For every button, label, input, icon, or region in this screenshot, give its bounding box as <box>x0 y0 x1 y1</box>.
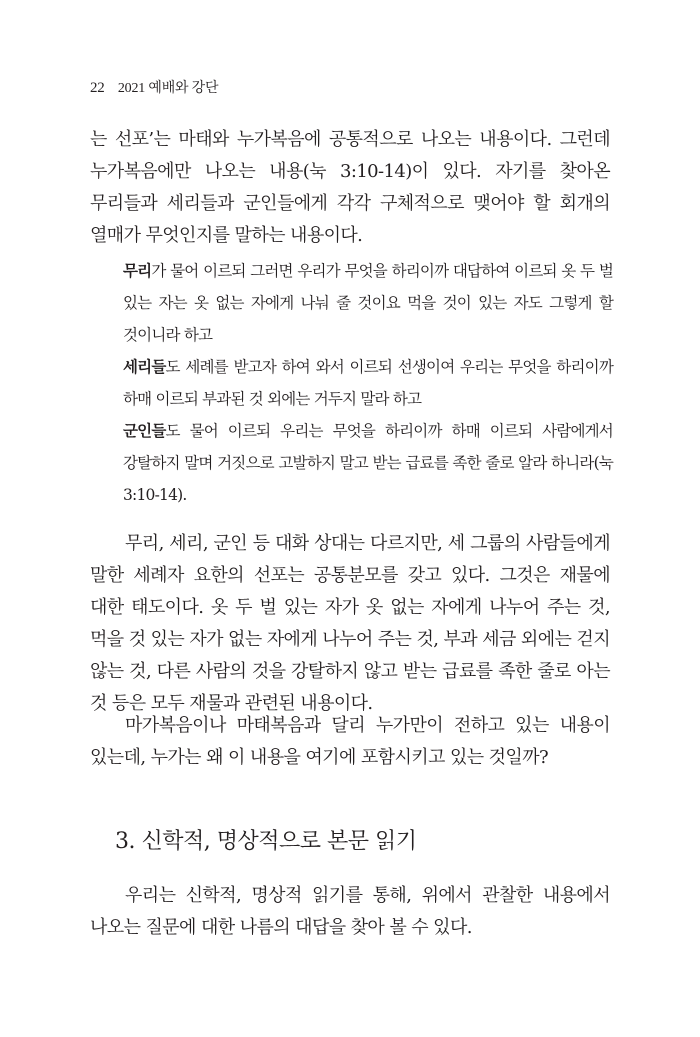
paragraph-4: 우리는 신학적, 명상적 읽기를 통해, 위에서 관찰한 내용에서 나오는 질문에 대한 나름의 대답을 찾아 볼 수 있다. <box>90 885 610 938</box>
running-header <box>90 78 218 99</box>
quote-soldiers <box>123 415 613 511</box>
quote-tax-collectors-text: 도 세례를 받고자 하여 와서 이르되 선생이여 우리는 무엇을 하리이까 하매 이르되 부과된 것 외에는 거두지 말라 하고 <box>123 358 613 408</box>
paragraph-3: 마가복음이나 마태복음과 달리 누가만이 전하고 있는 내용이 있는데, 누가는 왜 이 내용을 여기에 포함시키고 있는 것일까? <box>90 715 610 768</box>
paragraph-2: 무리, 세리, 군인 등 대화 상대는 다르지만, 세 그룹의 사람들에게 말한 세례자 요한의 선포는 공통분모를 갖고 있다. 그것은 재물에 대한 태도이다. 옷 두 벌 있는 자가 옷 없는 자에게 나누어 주는 것, 먹을 것 있는 자가 없는 자에게 나누어 주는 것, 부과 세금 외에는 걷지 않는 것, 다른 사람의 것을 강탈하지 않고 받는 급료를 족한 줄로 아는 것 등은 모두 재물과 관련된 내용이다. <box>90 533 610 714</box>
page-number: 22 <box>90 80 105 96</box>
quote-crowd-label: 무리 <box>123 261 152 280</box>
quote-soldiers-label: 군인들 <box>123 421 166 440</box>
running-title: 2021 예배와 강단 <box>117 81 219 96</box>
paragraph-1: 는 선포’는 마태와 누가복음에 공통적으로 나오는 내용이다. 그런데 누가복음에만 나오는 내용(눅 3:10-14)이 있다. 자기를 찾아온 무리들과 세리들과 군인들에게 각각 구체적으로 맺어야 할 회개의 열매가 무엇인지를 말하는 내용이다. <box>90 129 610 246</box>
scripture-quote <box>123 255 613 511</box>
quote-crowd <box>123 255 613 351</box>
quote-tax-collectors-label: 세리들 <box>123 357 166 376</box>
quote-crowd-text: 가 물어 이르되 그러면 우리가 무엇을 하리이까 대답하여 이르되 옷 두 벌 있는 자는 옷 없는 자에게 나눠 줄 것이요 먹을 것이 있는 자도 그렇게 할 것이니라 하고 <box>123 262 613 344</box>
section-heading: 3. 신학적, 명상적으로 본문 읽기 <box>115 829 417 854</box>
quote-tax-collectors <box>123 351 613 415</box>
quote-soldiers-text: 도 물어 이르되 우리는 무엇을 하리이까 하매 이르되 사람에게서 강탈하지 말며 거짓으로 고발하지 말고 받는 급료를 족한 줄로 알라 하니라(눅 3:10-14). <box>123 422 613 504</box>
